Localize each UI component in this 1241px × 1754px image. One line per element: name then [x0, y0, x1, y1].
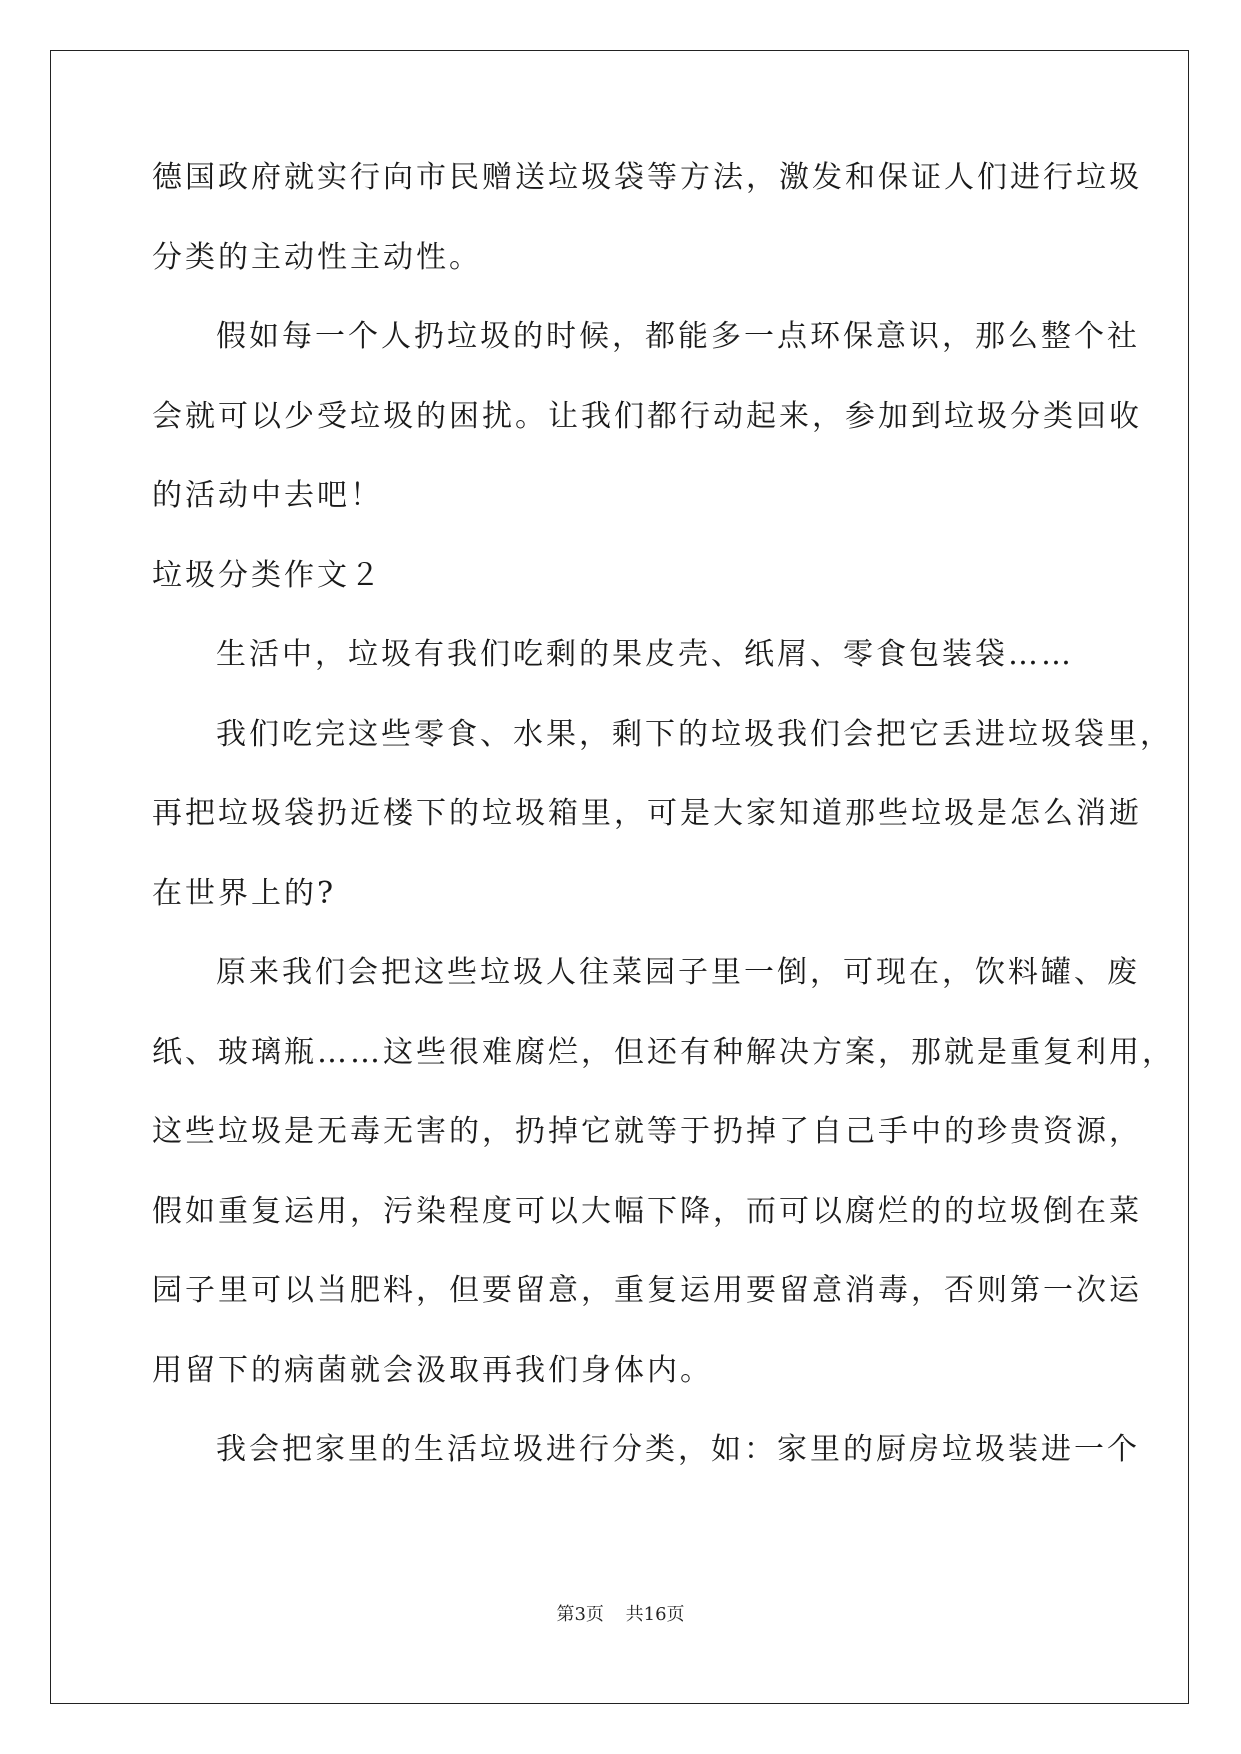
text-line: 分类的主动性主动性。: [152, 239, 482, 275]
text-line: 会就可以少受垃圾的困扰。让我们都行动起来，参加到垃圾分类回收: [152, 398, 1142, 434]
text-line: 园子里可以当肥料，但要留意，重复运用要留意消毒，否则第一次运: [152, 1273, 1142, 1308]
text-line: 这些垃圾是无毒无害的，扔掉它就等于扔掉了自己手中的珍贵资源，: [152, 1114, 1142, 1149]
text-line: 的活动中去吧！: [152, 478, 383, 513]
text-line: 再把垃圾袋扔近楼下的垃圾箱里，可是大家知道那些垃圾是怎么消逝: [152, 796, 1142, 831]
paragraph-start: 原来我们会把这些垃圾人往菜园子里一倒，可现在，饮料罐、废: [216, 955, 1140, 990]
text-line: 纸、玻璃瓶……这些很难腐烂，但还有种解决方案，那就是重复利用，: [152, 1034, 1175, 1070]
text-line: 德国政府就实行向市民赠送垃圾袋等方法，激发和保证人们进行垃圾: [152, 160, 1142, 195]
section-heading: 垃圾分类作文２: [152, 557, 383, 593]
text-line: 假如重复运用，污染程度可以大幅下降，而可以腐烂的的垃圾倒在菜: [152, 1193, 1142, 1229]
page-number: 第3页: [556, 1604, 604, 1625]
paragraph-start: 生活中，垃圾有我们吃剩的果皮壳、纸屑、零食包装袋……: [216, 637, 1074, 672]
text-line: 用留下的病菌就会汲取再我们身体内。: [152, 1352, 713, 1388]
paragraph-start: 假如每一个人扔垃圾的时候，都能多一点环保意识，那么整个社: [216, 319, 1140, 354]
paragraph-start: 我们吃完这些零食、水果，剩下的垃圾我们会把它丢进垃圾袋里，: [216, 716, 1173, 752]
text-line: 在世界上的?: [152, 875, 337, 911]
paragraph-start: 我会把家里的生活垃圾进行分类，如：家里的厨房垃圾装进一个: [216, 1432, 1140, 1467]
page-footer: [0, 1603, 1241, 1627]
page-total: 共16页: [625, 1604, 685, 1625]
document-body: [152, 160, 1175, 1512]
